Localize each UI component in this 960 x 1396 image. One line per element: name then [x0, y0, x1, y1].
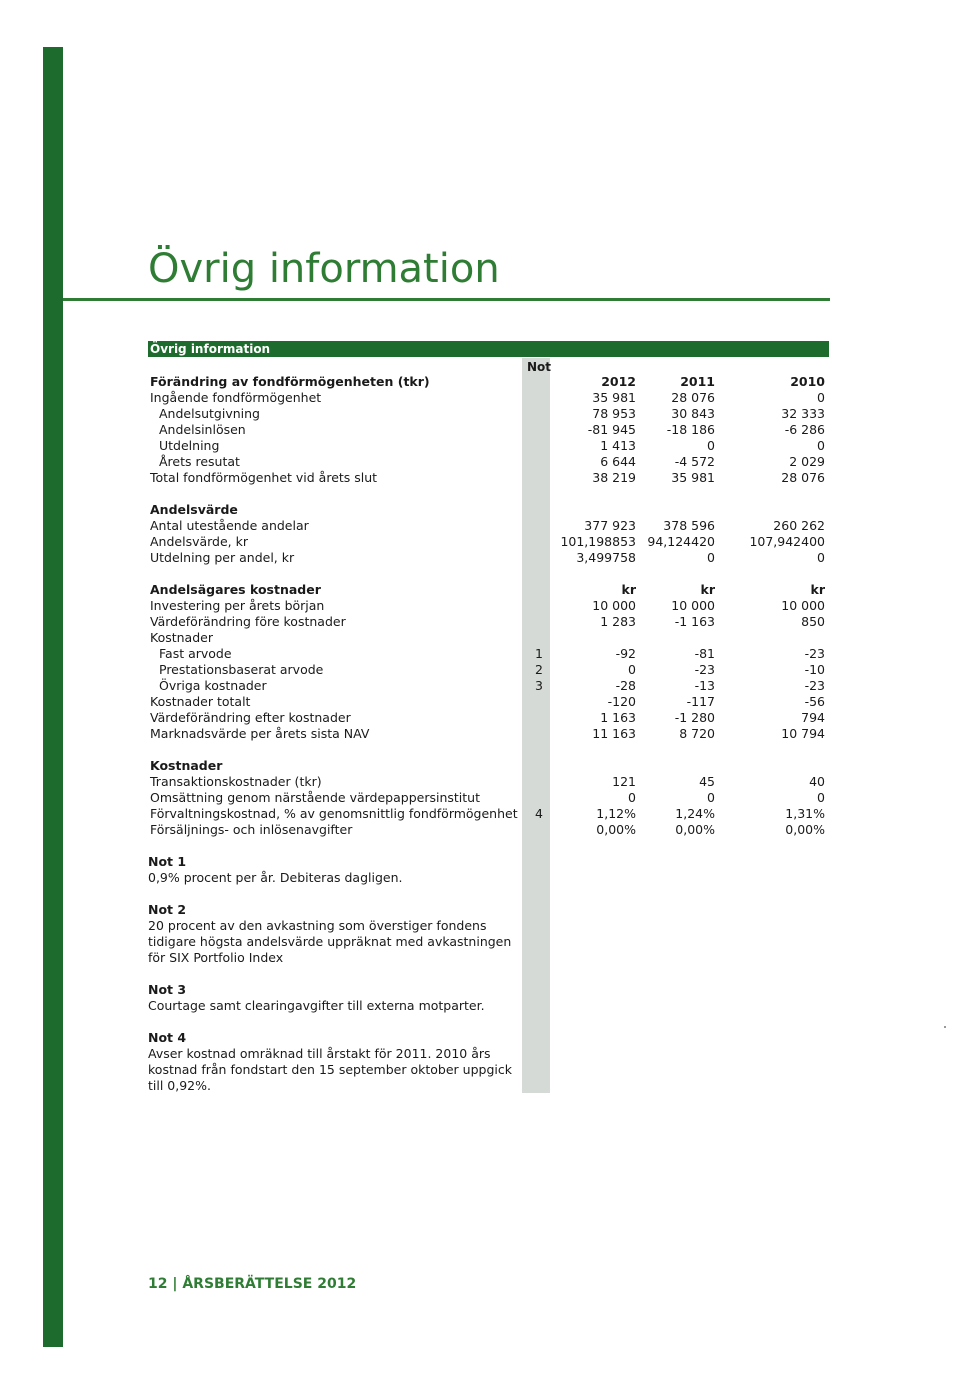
row-label: Utdelning per andel, kr [150, 550, 295, 565]
cell-2010: 1,31% [785, 806, 825, 821]
note-text: Avser kostnad omräknad till årstakt för 2011. 2010 års [148, 1046, 491, 1061]
year-header: 2010 [790, 374, 825, 389]
table-row [0, 406, 960, 422]
section-heading-row [0, 582, 960, 598]
section-header-label: Övrig information [150, 342, 271, 356]
note-title: Not 2 [148, 902, 187, 917]
row-label: Fast arvode [159, 646, 232, 661]
row-label: Övriga kostnader [159, 678, 267, 693]
table-row [0, 598, 960, 614]
note-text: för SIX Portfolio Index [148, 950, 284, 965]
cell-2011: -4 572 [674, 454, 715, 469]
cell-2011: 8 720 [679, 726, 715, 741]
cell-2011: -13 [694, 678, 715, 693]
cell-2012: -120 [607, 694, 636, 709]
table-row [0, 390, 960, 406]
year-header: 2011 [680, 374, 715, 389]
cell-2011: 0 [707, 550, 715, 565]
cell-2011: -1 163 [674, 614, 715, 629]
section-header-bar [148, 341, 829, 357]
cell-2012: -92 [615, 646, 636, 661]
cell-2010: 850 [801, 614, 825, 629]
table-row [0, 646, 960, 662]
cell-2011: 30 843 [671, 406, 715, 421]
section-heading-row [0, 502, 960, 518]
cell-2010: 0,00% [785, 822, 825, 837]
row-label: Kostnader totalt [150, 694, 251, 709]
cell-2010: -6 286 [784, 422, 825, 437]
cell-2012: -81 945 [587, 422, 636, 437]
andelsvarde-heading: Andelsvärde [150, 502, 238, 517]
note-ref: 3 [535, 678, 543, 693]
row-label: Omsättning genom närstående värdepappersinstitut [150, 790, 480, 805]
year-header: 2012 [601, 374, 636, 389]
scan-speck [944, 1026, 946, 1028]
cell-2012: 1 163 [600, 710, 636, 725]
row-label: Ingående fondförmögenhet [150, 390, 322, 405]
cell-2011: -1 280 [674, 710, 715, 725]
row-label: Kostnader [150, 630, 213, 645]
cell-2010: -56 [804, 694, 825, 709]
note-1 [148, 854, 518, 886]
row-label: Årets resutat [159, 454, 240, 469]
cell-2012: 1,12% [596, 806, 636, 821]
cell-2012: 38 219 [592, 470, 636, 485]
row-label: Total fondförmögenhet vid årets slut [150, 470, 378, 485]
table-row [0, 806, 960, 822]
unit-header: kr [700, 582, 715, 597]
cell-2010: -23 [804, 646, 825, 661]
kostnader-heading: Kostnader [150, 758, 223, 773]
cell-2011: 94,124420 [647, 534, 715, 549]
row-label: Andelsinlösen [159, 422, 246, 437]
cell-2010: 794 [801, 710, 825, 725]
cell-2012: 377 923 [584, 518, 636, 533]
changes-header-row [0, 374, 960, 390]
cell-2011: 35 981 [671, 470, 715, 485]
table-row [0, 630, 960, 646]
table-row [0, 470, 960, 486]
cell-2010: 40 [809, 774, 825, 789]
note-text: Courtage samt clearingavgifter till externa motparter. [148, 998, 485, 1013]
cell-2010: 0 [817, 550, 825, 565]
cell-2011: -117 [686, 694, 715, 709]
page-footer: 12 | ÅRSBERÄTTELSE 2012 [148, 1276, 357, 1292]
changes-heading: Förändring av fondförmögenheten (tkr) [150, 374, 430, 389]
row-label: Antal utestående andelar [150, 518, 309, 533]
cell-2012: -28 [615, 678, 636, 693]
row-label: Värdeförändring efter kostnader [150, 710, 351, 725]
cell-2012: 35 981 [592, 390, 636, 405]
row-label: Investering per årets början [150, 598, 325, 613]
cell-2010: 0 [817, 790, 825, 805]
cell-2010: 28 076 [781, 470, 825, 485]
cell-2011: 0,00% [675, 822, 715, 837]
cell-2010: 32 333 [781, 406, 825, 421]
cell-2011: 10 000 [671, 598, 715, 613]
table-row [0, 438, 960, 454]
cell-2010: 107,942400 [749, 534, 825, 549]
note-3 [148, 982, 518, 1014]
row-label: Försäljnings- och inlösenavgifter [150, 822, 353, 837]
note-text: 20 procent av den avkastning som överstiger fondens [148, 918, 487, 933]
table-row [0, 614, 960, 630]
cell-2012: 1 413 [600, 438, 636, 453]
table-row [0, 694, 960, 710]
table-row [0, 790, 960, 806]
row-label: Utdelning [159, 438, 220, 453]
table-row [0, 518, 960, 534]
cell-2011: -81 [694, 646, 715, 661]
cell-2012: 11 163 [592, 726, 636, 741]
cell-2011: 0 [707, 438, 715, 453]
cell-2012: 3,499758 [576, 550, 636, 565]
title-divider [63, 298, 830, 301]
note-title: Not 1 [148, 854, 187, 869]
cell-2010: 10 794 [781, 726, 825, 741]
note-title: Not 4 [148, 1030, 187, 1045]
cell-2011: -23 [694, 662, 715, 677]
cell-2011: 28 076 [671, 390, 715, 405]
cell-2012: 10 000 [592, 598, 636, 613]
note-text: kostnad från fondstart den 15 september oktober uppgick [148, 1062, 512, 1077]
cell-2010: 260 262 [773, 518, 825, 533]
unit-header: kr [810, 582, 825, 597]
cell-2011: 0 [707, 790, 715, 805]
cell-2012: 0 [628, 662, 636, 677]
cell-2012: 101,198853 [560, 534, 636, 549]
row-label: Marknadsvärde per årets sista NAV [150, 726, 370, 741]
cell-2012: 121 [612, 774, 636, 789]
note-title: Not 3 [148, 982, 187, 997]
unit-header: kr [621, 582, 636, 597]
table-row [0, 822, 960, 838]
cell-2012: 0 [628, 790, 636, 805]
note-text: tidigare högsta andelsvärde uppräknat med avkastningen [148, 934, 512, 949]
row-label: Andelsvärde, kr [150, 534, 249, 549]
note-2 [148, 902, 518, 966]
cell-2010: 2 029 [789, 454, 825, 469]
cell-2012: 0,00% [596, 822, 636, 837]
cell-2012: 6 644 [600, 454, 636, 469]
cell-2010: 0 [817, 438, 825, 453]
table-row [0, 550, 960, 566]
table-row [0, 454, 960, 470]
table-row [0, 774, 960, 790]
table-row [0, 534, 960, 550]
andelsagare-heading: Andelsägares kostnader [150, 582, 321, 597]
table-row [0, 678, 960, 694]
row-label: Värdeförändring före kostnader [150, 614, 346, 629]
note-ref: 4 [535, 806, 543, 821]
cell-2011: 378 596 [663, 518, 715, 533]
cell-2012: 1 283 [600, 614, 636, 629]
cell-2011: 1,24% [675, 806, 715, 821]
row-label: Förvaltningskostnad, % av genomsnittlig fondförmögenhet [150, 806, 518, 821]
row-label: Prestationsbaserat arvode [159, 662, 324, 677]
note-ref: 1 [535, 646, 543, 661]
cell-2010: -23 [804, 678, 825, 693]
section-heading-row [0, 758, 960, 774]
cell-2011: -18 186 [666, 422, 715, 437]
table-row [0, 422, 960, 438]
table-row [0, 662, 960, 678]
cell-2011: 45 [699, 774, 715, 789]
row-label: Transaktionskostnader (tkr) [150, 774, 322, 789]
note-ref: 2 [535, 662, 543, 677]
cell-2012: 78 953 [592, 406, 636, 421]
cell-2010: -10 [804, 662, 825, 677]
page-title: Övrig information [148, 246, 500, 292]
table-row [0, 726, 960, 742]
cell-2010: 10 000 [781, 598, 825, 613]
note-4 [148, 1030, 518, 1094]
cell-2010: 0 [817, 390, 825, 405]
not-column-header: Not [527, 360, 552, 374]
note-text: till 0,92%. [148, 1078, 211, 1093]
table-row [0, 710, 960, 726]
row-label: Andelsutgivning [159, 406, 260, 421]
note-text: 0,9% procent per år. Debiteras dagligen. [148, 870, 403, 885]
